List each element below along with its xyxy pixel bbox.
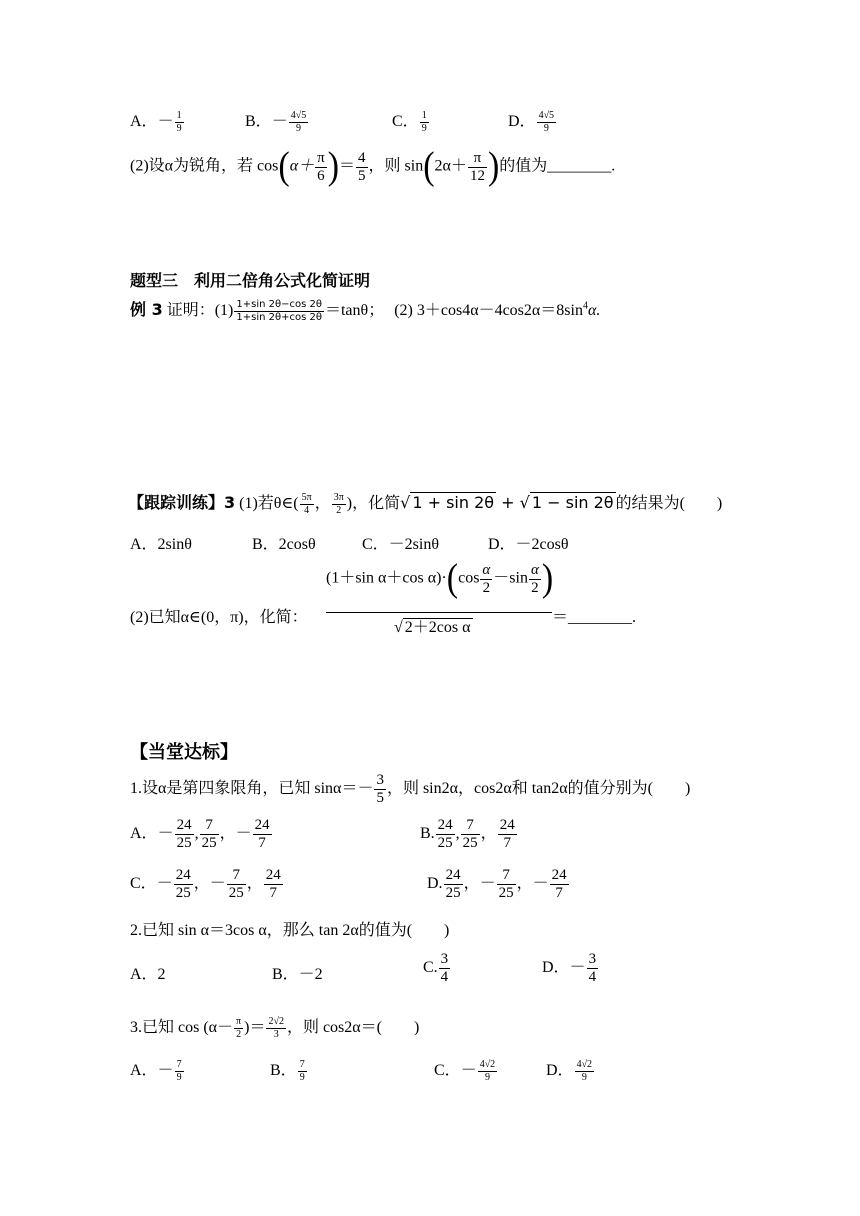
drill-q1-option-c: C．－ $\frac{24}{25}$ ，－ $\frac{7}{25}$ ， $\frac{24}{7}$ <box>130 867 281 901</box>
drill-q2: 2.已知 sin α＝3cos α，那么 tan 2α的值为( ) <box>130 922 450 939</box>
track-3-part2-fraction-bar <box>326 612 552 613</box>
option-b: B．－ $\frac{4√5}{9}$ <box>245 109 307 134</box>
track-3-part2-numerator: (1＋sin α＋cos α)·(cos $\frac{\alpha}{2}$ －sin $\frac{\alpha}{2}$ ) <box>326 557 554 600</box>
sqrt-2: √ 1 − sin 2θ <box>519 493 614 512</box>
track-3-option-d: D．－2cosθ <box>488 536 569 553</box>
drill-q2-option-a: A．2 <box>130 966 166 983</box>
drill-q3: 3.已知 cos (α－ $\frac{\pi}{2}$ )＝ $\frac{2√2}{3}$ ，则 cos2α＝( ) <box>130 1015 420 1040</box>
sqrt-1: √ 1 + sin 2θ <box>400 493 495 512</box>
drill-q2-option-b: B．－2 <box>272 966 323 983</box>
section-heading: 题型三 利用二倍角公式化简证明 <box>130 271 371 290</box>
track-3-option-c: C．－2sinθ <box>362 536 440 553</box>
option-d: D． $\frac{4√5}{9}$ <box>508 109 555 134</box>
drill-q3-option-a: A．－ $\frac{7}{9}$ <box>130 1058 182 1083</box>
drill-q1: 1.设α是第四象限角，已知 sinα＝－ $\frac{3}{5}$ ，则 sin2α，cos2α和 tan2α的值分别为( ) <box>130 772 691 806</box>
track-3-part2-label: (2)已知α∈(0，π)，化简： <box>130 609 308 626</box>
drill-q3-option-b: B． $\frac{7}{9}$ <box>270 1058 305 1083</box>
drill-q2-option-d: D．－ $\frac{3}{4}$ <box>542 951 597 985</box>
drill-q1-option-b: B. $\frac{24}{25}$ , $\frac{7}{25}$ ， $\frac{24}{7}$ <box>420 817 515 851</box>
track-3-part1: 【跟踪训练】3 (1)若θ∈( $\frac{5\pi}{4}$ ， $\frac{3\pi}{2}$ )，化简√ 1 + sin 2θ + √ 1 − sin 2θ 的结果为( ) <box>128 491 723 516</box>
example-3: 例 3 证明：(1) $\frac{1+\sin 2\theta-\cos 2\theta}{1+\sin 2\theta+\cos 2\theta}$ ＝tanθ； (2) $3+\cos 4\alpha-4\cos 2\alpha=8\sin^4\alpha$. <box>130 298 601 323</box>
track-3-option-a: A．2sinθ <box>130 536 192 553</box>
drill-q3-option-d: D． $\frac{4√2}{9}$ <box>546 1058 593 1083</box>
drill-q1-option-d: D. $\frac{24}{25}$ ，－ $\frac{7}{25}$ ，－ $\frac{24}{7}$ <box>427 867 567 901</box>
question-prev-part2: (2)设α为锐角，若 cos(α＋ $\frac{\pi}{6}$ )＝ $\frac{4}{5}$ ，则 sin(2α＋ $\frac{\pi}{12}$ )的值为________. <box>130 145 616 188</box>
track-3-part2-denominator: √ 2＋2cos α <box>394 619 471 636</box>
drill-heading: 【当堂达标】 <box>130 742 238 763</box>
option-a: A．－ $\frac{1}{9}$ <box>130 109 182 134</box>
drill-q1-option-a: A．－ $\frac{24}{25}$ , $\frac{7}{25}$ ，－ $\frac{24}{7}$ <box>130 817 270 851</box>
track-3-option-b: B．2cosθ <box>252 536 316 553</box>
drill-q2-option-c: C. $\frac{3}{4}$ <box>423 951 449 985</box>
option-c: C． $\frac{1}{9}$ <box>392 109 427 134</box>
track-3-part2-suffix: ＝________. <box>552 609 637 626</box>
drill-q3-option-c: C．－ $\frac{4√2}{9}$ <box>434 1058 496 1083</box>
